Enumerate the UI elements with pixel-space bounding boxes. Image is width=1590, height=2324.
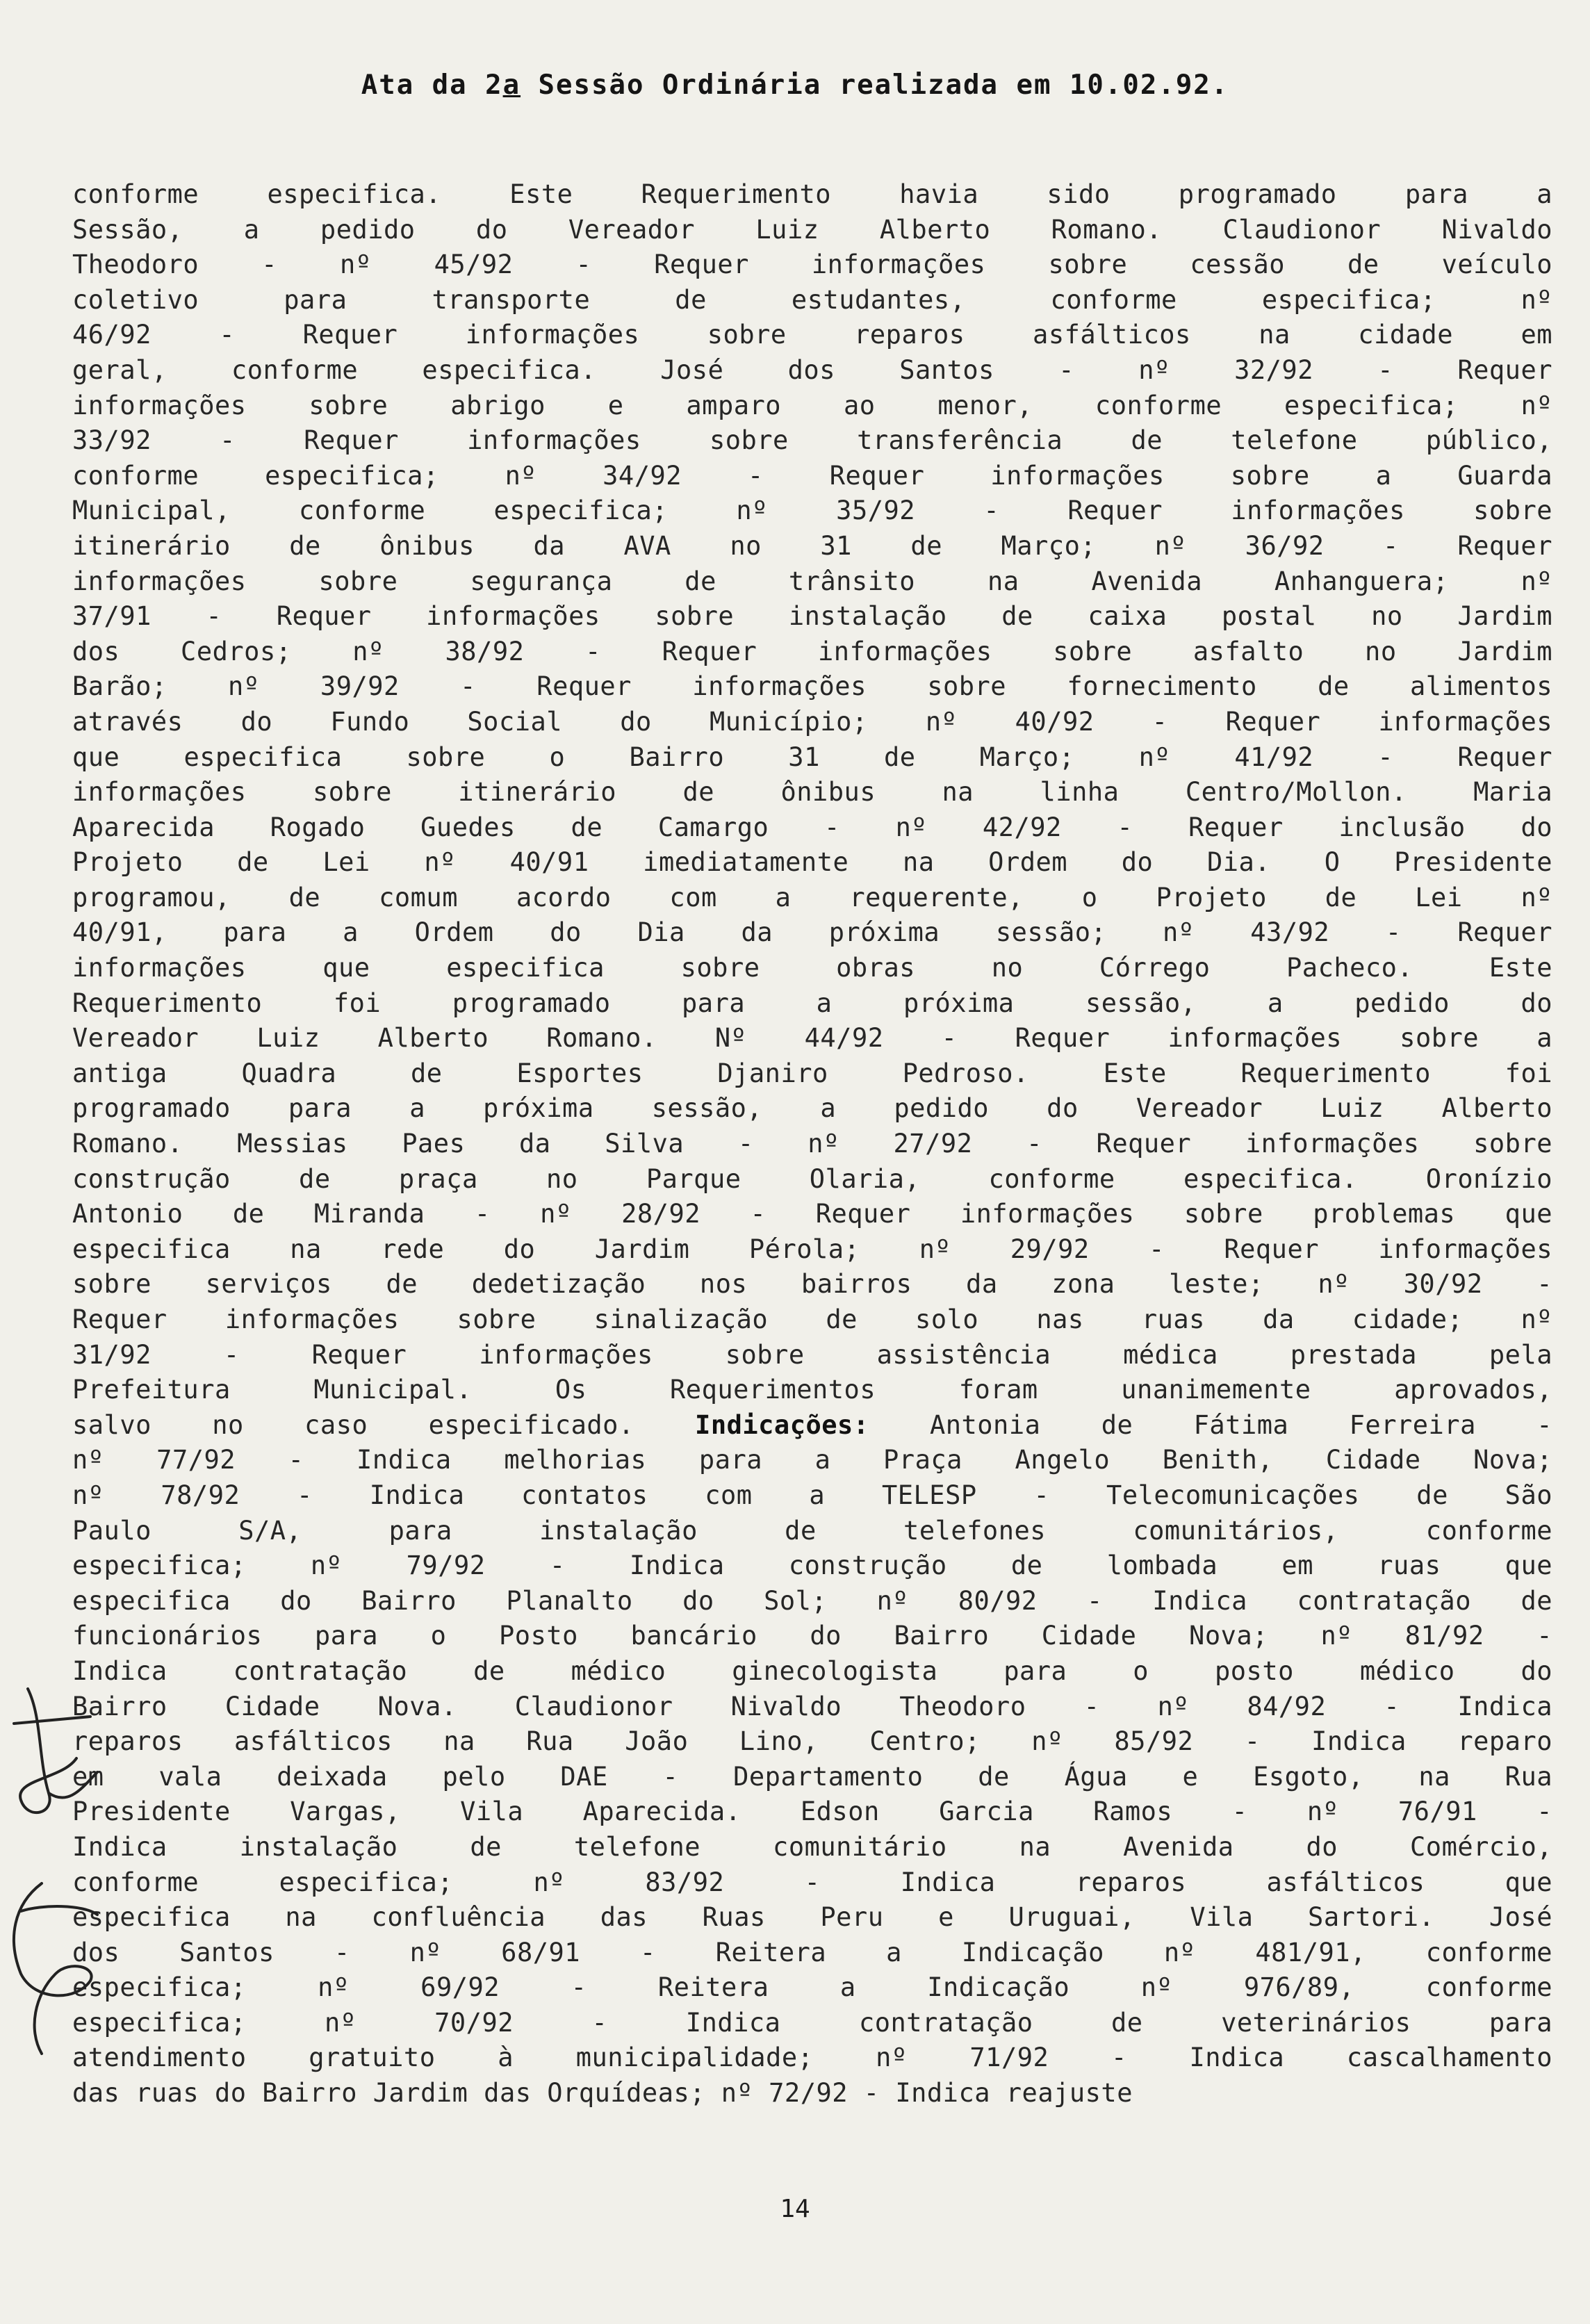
text-line: dos Santos - nº 68/91 - Reitera a Indicação nº 481/91, conforme — [72, 1937, 1552, 1967]
text-line: Municipal, conforme especifica; nº 35/92 - Requer informações sobre — [72, 496, 1552, 526]
text-line: dos Cedros; nº 38/92 - Requer informações sobre asfalto no Jardim — [72, 636, 1552, 666]
text-line: Presidente Vargas, Vila Aparecida. Edson Garcia Ramos - nº 76/91 - — [72, 1797, 1552, 1827]
text-line: especifica; nº 79/92 - Indica construção de lombada em ruas que — [72, 1550, 1552, 1581]
text-line: Theodoro - nº 45/92 - Requer informações sobre cessão de veículo — [72, 249, 1552, 280]
text-line: Projeto de Lei nº 40/91 imediatamente na Ordem do Dia. O Presidente — [72, 847, 1552, 878]
text-line: informações que especifica sobre obras no Córrego Pacheco. Este — [72, 953, 1552, 983]
text-line: especifica do Bairro Planalto do Sol; nº 80/92 - Indica contratação de — [72, 1585, 1552, 1616]
text-line: Requer informações sobre sinalização de solo nas ruas da cidade; nº — [72, 1304, 1552, 1334]
text-line: especifica na rede do Jardim Pérola; nº 29/92 - Requer informações — [72, 1234, 1552, 1264]
text-line: Aparecida Rogado Guedes de Camargo - nº 42/92 - Requer inclusão do — [72, 812, 1552, 842]
text-line: 40/91, para a Ordem do Dia da próxima sessão; nº 43/92 - Requer — [72, 917, 1552, 948]
text-line: Requerimento foi programado para a próxima sessão, a pedido do — [72, 988, 1552, 1018]
text-line: Vereador Luiz Alberto Romano. Nº 44/92 - Requer informações sobre a — [72, 1023, 1552, 1054]
text-line: que especifica sobre o Bairro 31 de Março; nº 41/92 - Requer — [72, 742, 1552, 772]
text-line: coletivo para transporte de estudantes, conforme especifica; nº — [72, 284, 1552, 315]
text-line: através do Fundo Social do Município; nº 40/92 - Requer informações — [72, 706, 1552, 737]
text-line: das ruas do Bairro Jardim das Orquídeas; nº 72/92 - Indica reajuste — [72, 2078, 1133, 2109]
text-line: Barão; nº 39/92 - Requer informações sobre fornecimento de alimentos — [72, 671, 1552, 702]
text-line: Antonio de Miranda - nº 28/92 - Requer informações sobre problemas que — [72, 1199, 1552, 1229]
text-line: nº 78/92 - Indica contatos com a TELESP - Telecomunicações de São — [72, 1480, 1552, 1510]
text-line: Bairro Cidade Nova. Claudionor Nivaldo Theodoro - nº 84/92 - Indica — [72, 1691, 1552, 1721]
text-line: nº 77/92 - Indica melhorias para a Praça Angelo Benith, Cidade Nova; — [72, 1445, 1552, 1475]
text-line: construção de praça no Parque Olaria, conforme especifica. Oronízio — [72, 1163, 1552, 1194]
text-line: funcionários para o Posto bancário do Bairro Cidade Nova; nº 81/92 - — [72, 1621, 1552, 1651]
text-line: Paulo S/A, para instalação de telefones comunitários, conforme — [72, 1515, 1552, 1546]
title-prefix: Ata da 2 — [361, 69, 503, 101]
title-suffix: Sessão Ordinária realizada em 10.02.92. — [521, 69, 1229, 101]
text-line: reparos asfálticos na Rua João Lino, Centro; nº 85/92 - Indica reparo — [72, 1726, 1552, 1757]
text-line: geral, conforme especifica. José dos Santos - nº 32/92 - Requer — [72, 354, 1552, 385]
text-line: especifica; nº 70/92 - Indica contratação de veterinários para — [72, 2007, 1552, 2038]
text-line: conforme especifica; nº 83/92 - Indica reparos asfálticos que — [72, 1867, 1552, 1897]
indicacoes-line — [72, 1408, 1552, 1443]
text-line: Indica instalação de telefone comunitário na Avenida do Comércio, — [72, 1831, 1552, 1862]
text-line: informações sobre abrigo e amparo ao menor, conforme especifica; nº — [72, 390, 1552, 420]
text-line: Romano. Messias Paes da Silva - nº 27/92 - Requer informações sobre — [72, 1129, 1552, 1159]
title-ordinal: a — [502, 69, 521, 101]
text-line: conforme especifica. Este Requerimento havia sido programado para a — [72, 179, 1552, 209]
text-line: conforme especifica; nº 34/92 - Requer informações sobre a Guarda — [72, 460, 1552, 491]
minutes-body — [72, 177, 1552, 2111]
text-line: programado para a próxima sessão, a pedido do Vereador Luiz Alberto — [72, 1093, 1552, 1124]
text-line: antiga Quadra de Esportes Djaniro Pedroso. Este Requerimento foi — [72, 1058, 1552, 1088]
text-line: 33/92 - Requer informações sobre transferência de telefone público, — [72, 425, 1552, 456]
margin-signature — [0, 1675, 104, 2064]
indicacoes-heading: Indicações: — [695, 1409, 869, 1440]
text-line: 37/91 - Requer informações sobre instalação de caixa postal no Jardim — [72, 601, 1552, 632]
text-line: Indica contratação de médico ginecologista para o posto médico do — [72, 1655, 1552, 1686]
text-line: Prefeitura Municipal. Os Requerimentos foram unanimemente aprovados, — [72, 1375, 1552, 1405]
text-line: 31/92 - Requer informações sobre assistência médica prestada pela — [72, 1339, 1552, 1370]
text-line: em vala deixada pelo DAE - Departamento de Água e Esgoto, na Rua — [72, 1761, 1552, 1792]
text-line: itinerário de ônibus da AVA no 31 de Março; nº 36/92 - Requer — [72, 530, 1552, 561]
page-number: 14 — [780, 2195, 810, 2223]
text-line: Sessão, a pedido do Vereador Luiz Alberto Romano. Claudionor Nivaldo — [72, 214, 1552, 245]
text-line: atendimento gratuito à municipalidade; nº 71/92 - Indica cascalhamento — [72, 2043, 1552, 2073]
text-line: informações sobre itinerário de ônibus na linha Centro/Mollon. Maria — [72, 777, 1552, 808]
indicacoes-after: Antonia de Fátima Ferreira - — [869, 1409, 1552, 1440]
text-line: especifica na confluência das Ruas Peru e Uruguai, Vila Sartori. José — [72, 1902, 1552, 1933]
text-line: 46/92 - Requer informações sobre reparos asfálticos na cidade em — [72, 320, 1552, 350]
text-line: informações sobre segurança de trânsito na Avenida Anhanguera; nº — [72, 566, 1552, 596]
page-title — [0, 69, 1590, 101]
text-line: sobre serviços de dedetização nos bairros da zona leste; nº 30/92 - — [72, 1269, 1552, 1300]
text-line: especifica; nº 69/92 - Reitera a Indicação nº 976/89, conforme — [72, 1972, 1552, 2003]
indicacoes-before: salvo no caso especificado. — [72, 1409, 696, 1440]
text-line: programou, de comum acordo com a requerente, o Projeto de Lei nº — [72, 882, 1552, 913]
